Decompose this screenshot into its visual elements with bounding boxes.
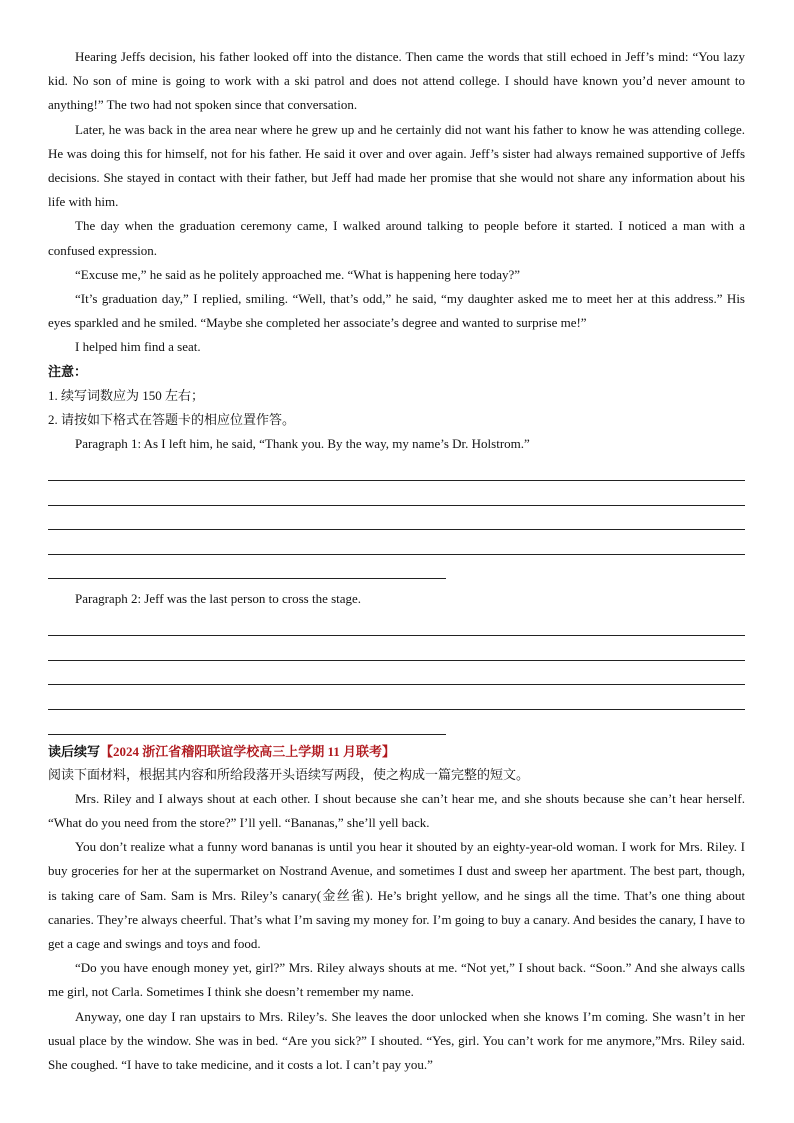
answer-line[interactable] (48, 661, 745, 686)
answer-line[interactable] (48, 481, 745, 506)
note-title: 注意： (48, 363, 88, 379)
answer-line[interactable] (48, 506, 745, 531)
section-label: 读后续写 (48, 743, 101, 759)
answer-line[interactable] (48, 530, 745, 555)
story-paragraph: You don’t realize what a funny word bananas is until you hear it shouted by an eighty-year-old woman. I work for Mrs. Riley. I buy groceries for her at the supermarket on Nostrand Avenue, and sometimes I dust and sweep her apartment. The best part, though, is taking care of Sam. Sam is Mrs. Riley’s canary(金丝雀). He’s bright yellow, and he sings all the time. That’s one thing about canaries. They’re always cheerful. That’s what I’m saving my money for. I’m going to buy a canary. And besides the canary, I have to get a cage and swings and toys and food. (48, 839, 745, 952)
answer-line[interactable] (48, 685, 745, 710)
story-paragraph: Hearing Jeffs decision, his father looked off into the distance. Then came the words that still echoed in Jeff’s mind: “You lazy kid. No son of mine is going to work with a ski patrol and does not attend college. I should have known you’d never amount to anything!” The two had not spoken since that conversation. (48, 49, 745, 113)
story-paragraph: Later, he was back in the area near where he grew up and he certainly did not want his father to know he was attending college. He was doing this for himself, not for his father. He said it over and over again. Jeff’s sister had always remained supportive of Jeffs decisions. She stayed in contact with their father, but Jeff had made her promise that she would not share any information about his life with him. (48, 121, 745, 210)
story-paragraph: “Do you have enough money yet, girl?” Mrs. Riley always shouts at me. “Not yet,” I shout back. “Soon.” And she always calls me girl, not Carla. Sometimes I think she doesn’t remember my name. (48, 960, 745, 1000)
story-paragraph: Anyway, one day I ran upstairs to Mrs. Riley’s. She leaves the door unlocked when she knows I’m coming. She wasn’t in her usual place by the window. She was in bed. “Are you sick?” I shouted. “Yes, girl. You can’t work for me anymore,”Mrs. Riley said. She coughed. “I have to take medicine, and it costs a lot. I can’t pay you.” (48, 1008, 745, 1073)
story-paragraph: “Excuse me,” he said as he politely approached me. “What is happening here today?” (75, 266, 521, 282)
answer-lines-2 (48, 612, 745, 735)
section-heading (48, 741, 745, 763)
story-paragraph: The day when the graduation ceremony came, I walked around talking to people before it started. I noticed a man with a confused expression. (48, 218, 745, 258)
answer-line[interactable] (48, 456, 745, 481)
paragraph-2-prompt: Paragraph 2: Jeff was the last person to cross the stage. (75, 591, 362, 607)
story-paragraph: “It’s graduation day,” I replied, smiling. “Well, that’s odd,” he said, “my daughter asked me to meet her at this address.” His eyes sparkled and he smiled. “Maybe she completed her associate’s degree and wanted to surprise me!” (48, 291, 745, 331)
answer-line[interactable] (48, 612, 745, 637)
story-paragraph: Mrs. Riley and I always shout at each other. I shout because she can’t hear me, and she shouts because she can’t hear herself. “What do you need from the store?” I’ll yell. “Bananas,” she’ll yell back. (48, 790, 745, 830)
paragraph-1-prompt: Paragraph 1: As I left him, he said, “Thank you. By the way, my name’s Dr. Holstrom.” (75, 436, 530, 452)
section-instruction: 阅读下面材料，根据其内容和所给段落开头语续写两段，使之构成一篇完整的短文。 (48, 766, 530, 782)
note-item: 2. 请按如下格式在答题卡的相应位置作答。 (48, 412, 296, 428)
answer-line[interactable] (48, 555, 446, 580)
answer-line[interactable] (48, 636, 745, 661)
document-page (48, 45, 745, 1077)
answer-line[interactable] (48, 710, 446, 735)
section-source: 【2024 浙江省稽阳联谊学校高三上学期 11 月联考】 (100, 743, 396, 759)
story-paragraph: I helped him find a seat. (75, 339, 201, 355)
answer-lines-1 (48, 456, 745, 579)
note-item: 1. 续写词数应为 150 左右； (48, 387, 205, 403)
